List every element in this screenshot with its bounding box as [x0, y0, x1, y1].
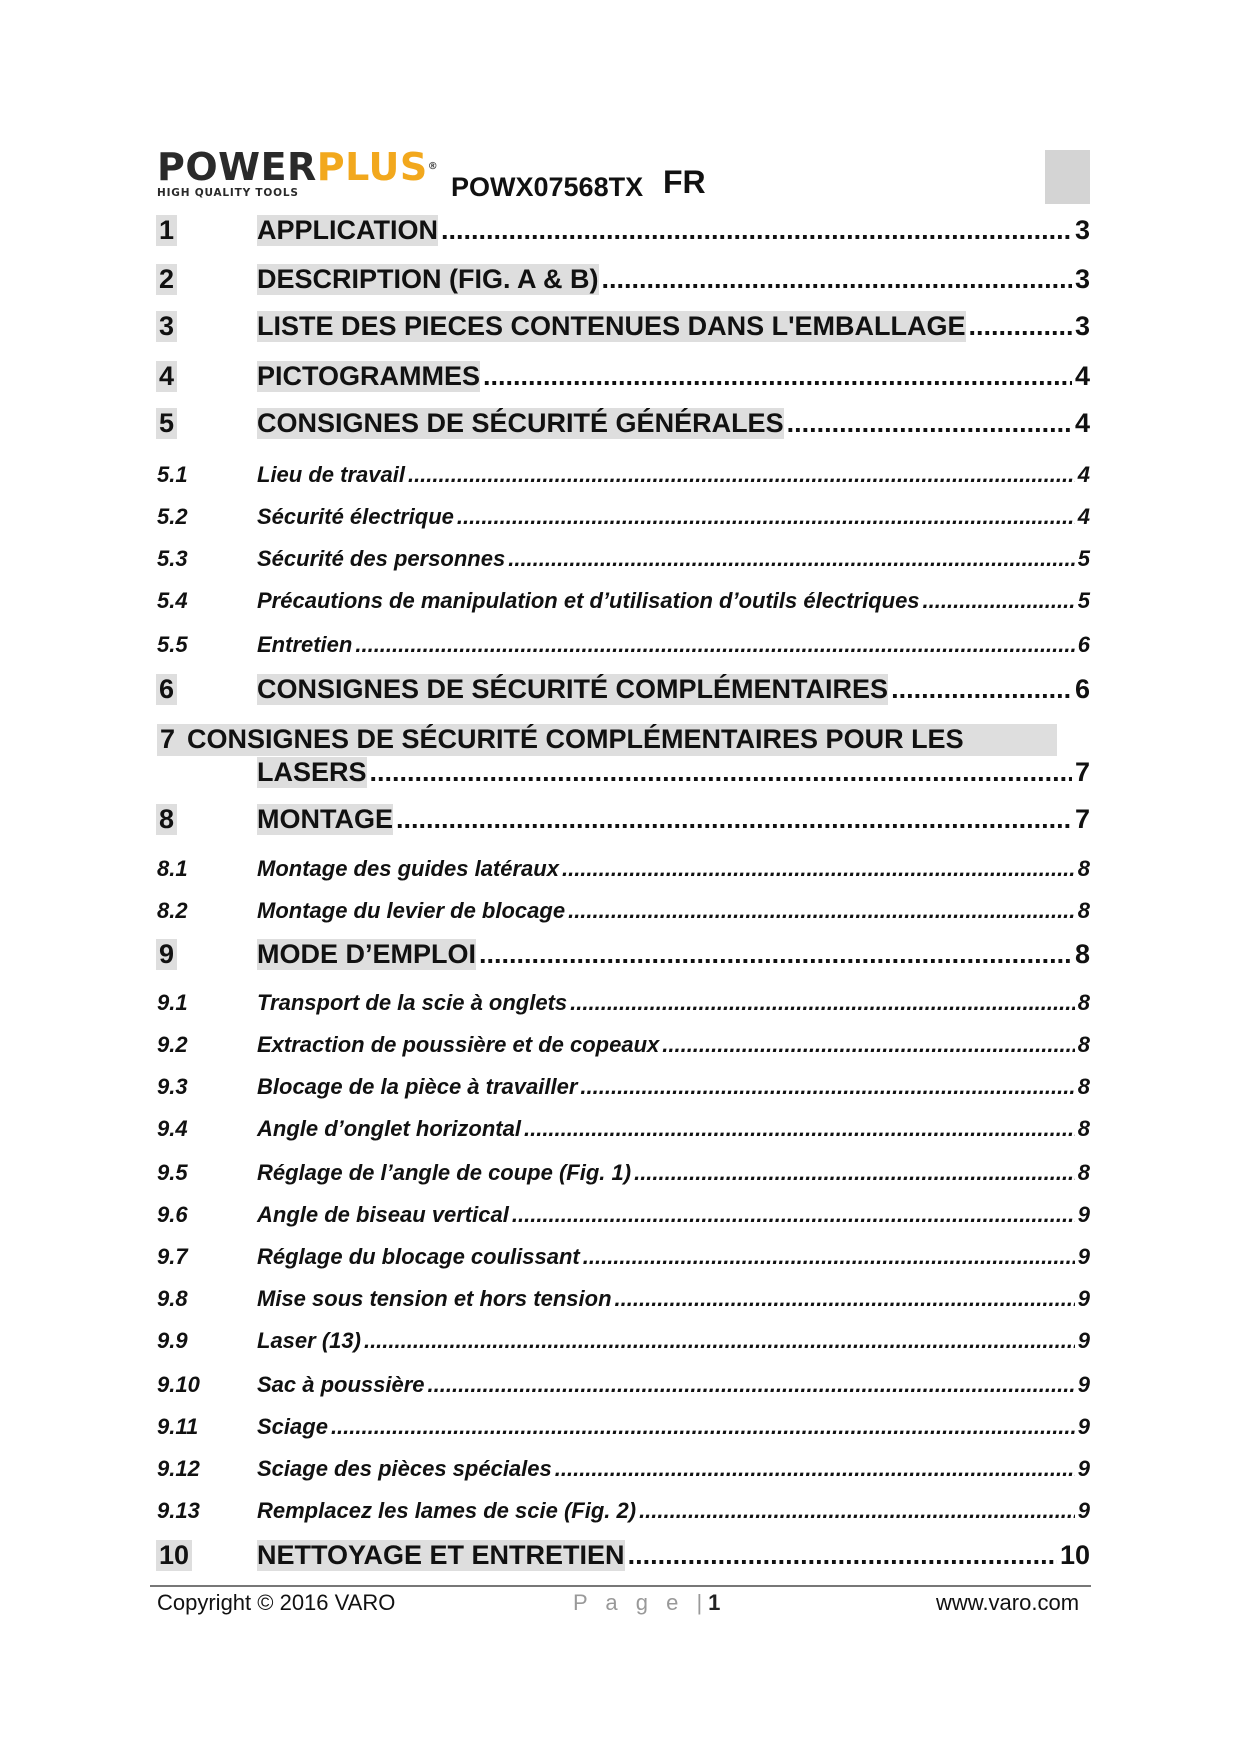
logo-power-text: POWER — [157, 145, 317, 189]
toc-leader-dots — [570, 990, 1075, 1016]
page-label: P a g e — [573, 1590, 685, 1615]
toc-entry-9-12[interactable] — [157, 1456, 1090, 1482]
toc-entry-9-9[interactable] — [157, 1328, 1090, 1354]
toc-page-number: 4 — [1077, 504, 1090, 529]
toc-number: 9.6 — [157, 1202, 188, 1227]
toc-page-number: 8 — [1077, 856, 1090, 881]
toc-leader-dots — [583, 1244, 1075, 1270]
toc-page-number: 3 — [1074, 264, 1090, 294]
toc-title: Réglage du blocage coulissant — [257, 1244, 580, 1269]
toc-number: 9.2 — [157, 1032, 188, 1057]
model-number: POWX07568TX — [451, 172, 644, 202]
page-tab-marker — [1045, 150, 1090, 204]
footer-divider — [150, 1585, 1091, 1587]
toc-entry-9-1[interactable] — [157, 990, 1090, 1016]
toc-title: Remplacez les lames de scie (Fig. 2) — [257, 1498, 637, 1523]
toc-entry-5-5[interactable] — [157, 632, 1090, 658]
toc-page-number: 6 — [1074, 674, 1090, 704]
toc-leader-dots — [634, 1160, 1075, 1186]
toc-entry-5-2[interactable] — [157, 504, 1090, 530]
toc-title: Sciage des pièces spéciales — [257, 1456, 552, 1481]
toc-title: Angle de biseau vertical — [257, 1202, 509, 1227]
toc-leader-dots — [969, 311, 1072, 342]
toc-page-number: 8 — [1077, 1074, 1090, 1099]
toc-entry-8-2[interactable] — [157, 898, 1090, 924]
toc-title: Sécurité des personnes — [257, 546, 506, 571]
toc-leader-dots — [512, 1202, 1075, 1228]
toc-title-continued: LASERS — [257, 757, 367, 787]
toc-page-number: 9 — [1077, 1498, 1090, 1523]
toc-page-number: 3 — [1074, 311, 1090, 341]
toc-number: 8 — [156, 804, 177, 835]
toc-entry-7-line2[interactable] — [157, 757, 1090, 788]
toc-page-number: 8 — [1074, 939, 1090, 969]
toc-number: 1 — [156, 215, 177, 246]
toc-title: Montage des guides latéraux — [257, 856, 559, 881]
language-code: FR — [663, 164, 706, 200]
toc-leader-dots — [355, 632, 1074, 658]
toc-number: 9.9 — [157, 1328, 188, 1353]
toc-entry-6[interactable] — [157, 674, 1090, 705]
toc-page-number: 3 — [1074, 215, 1090, 245]
toc-number: 9.12 — [157, 1456, 200, 1481]
toc-number: 9.8 — [157, 1286, 188, 1311]
toc-page-number: 7 — [1074, 757, 1090, 787]
toc-page-number: 4 — [1074, 408, 1090, 438]
toc-page-number: 9 — [1077, 1202, 1090, 1227]
logo-tagline: HIGH QUALITY TOOLS — [157, 187, 299, 199]
toc-title: MODE D’EMPLOI — [257, 939, 477, 969]
toc-title: DESCRIPTION (FIG. A & B) — [257, 264, 599, 294]
toc-title: CONSIGNES DE SÉCURITÉ COMPLÉMENTAIRES — [257, 674, 889, 704]
toc-number: 9.1 — [157, 990, 188, 1015]
toc-number: 7 — [160, 724, 176, 754]
toc-number: 9.10 — [157, 1372, 200, 1397]
toc-title: APPLICATION — [257, 215, 438, 245]
toc-number: 9.11 — [157, 1414, 199, 1439]
toc-title: CONSIGNES DE SÉCURITÉ COMPLÉMENTAIRES POUR LES — [187, 724, 964, 754]
toc-entry-5-3[interactable] — [157, 546, 1090, 572]
page-separator: | — [696, 1590, 709, 1615]
toc-number: 4 — [156, 361, 177, 392]
toc-leader-dots — [923, 588, 1075, 614]
logo-plus-text: PLUS — [316, 145, 428, 189]
toc-entry-9-13[interactable] — [157, 1498, 1090, 1524]
toc-leader-dots — [483, 361, 1072, 392]
toc-entry-9-4[interactable] — [157, 1116, 1090, 1142]
toc-title: Réglage de l’angle de coupe (Fig. 1) — [257, 1160, 632, 1185]
toc-title: Entretien — [257, 632, 353, 657]
toc-leader-dots — [555, 1456, 1075, 1482]
toc-leader-dots — [370, 757, 1072, 788]
toc-page-number: 9 — [1077, 1414, 1090, 1439]
toc-entry-3[interactable] — [157, 311, 1090, 342]
toc-page-number: 9 — [1077, 1286, 1090, 1311]
toc-title: PICTOGRAMMES — [257, 361, 481, 391]
toc-entry-4[interactable] — [157, 361, 1090, 392]
toc-number: 2 — [156, 264, 177, 295]
toc-page-number: 7 — [1074, 804, 1090, 834]
toc-entry-9-2[interactable] — [157, 1032, 1090, 1058]
toc-entry-9-5[interactable] — [157, 1160, 1090, 1186]
toc-leader-dots — [479, 939, 1072, 970]
toc-entry-5[interactable] — [157, 408, 1090, 439]
toc-entry-5-1[interactable] — [157, 462, 1090, 488]
toc-page-number: 5 — [1077, 588, 1090, 613]
logo-wordmark: POWERPLUS® — [157, 145, 439, 189]
toc-leader-dots — [562, 856, 1075, 882]
toc-title: Extraction de poussière et de copeaux — [257, 1032, 660, 1057]
toc-title: Mise sous tension et hors tension — [257, 1286, 612, 1311]
toc-title: CONSIGNES DE SÉCURITÉ GÉNÉRALES — [257, 408, 784, 438]
toc-number: 6 — [156, 674, 177, 705]
toc-title: Précautions de manipulation et d’utilisation d’outils électriques — [257, 588, 920, 613]
toc-page-number: 8 — [1077, 1116, 1090, 1141]
toc-title: Sac à poussière — [257, 1372, 425, 1397]
toc-leader-dots — [787, 408, 1072, 439]
toc-title: MONTAGE — [257, 804, 393, 834]
toc-entry-1[interactable] — [157, 215, 1090, 246]
toc-page-number: 4 — [1074, 361, 1090, 391]
toc-leader-dots — [364, 1328, 1075, 1354]
powerplus-logo — [157, 145, 439, 199]
toc-number: 5.3 — [157, 546, 188, 571]
toc-entry-8-1[interactable] — [157, 856, 1090, 882]
toc-page-number: 8 — [1077, 990, 1090, 1015]
toc-leader-dots — [441, 215, 1072, 246]
toc-entry-9-8[interactable] — [157, 1286, 1090, 1312]
toc-page-number: 6 — [1077, 632, 1090, 657]
toc-title: Blocage de la pièce à travailler — [257, 1074, 578, 1099]
toc-leader-dots — [615, 1286, 1075, 1312]
toc-page-number: 9 — [1077, 1372, 1090, 1397]
toc-title: Laser (13) — [257, 1328, 361, 1353]
toc-entry-2[interactable] — [157, 264, 1090, 295]
toc-number: 9.3 — [157, 1074, 188, 1099]
toc-leader-dots — [408, 462, 1075, 488]
toc-leader-dots — [396, 804, 1072, 835]
toc-entry-10[interactable] — [157, 1540, 1090, 1571]
toc-leader-dots — [602, 264, 1072, 295]
toc-title: Sciage — [257, 1414, 328, 1439]
toc-entry-7-line1[interactable] — [157, 724, 1057, 756]
toc-entry-9-3[interactable] — [157, 1074, 1090, 1100]
toc-title: Lieu de travail — [257, 462, 405, 487]
toc-entry-9-10[interactable] — [157, 1372, 1090, 1398]
toc-title: LISTE DES PIECES CONTENUES DANS L'EMBALLAGE — [257, 311, 966, 341]
toc-title: Transport de la scie à onglets — [257, 990, 568, 1015]
toc-number: 8.2 — [157, 898, 188, 923]
toc-page-number: 5 — [1077, 546, 1090, 571]
toc-leader-dots — [508, 546, 1075, 572]
toc-leader-dots — [639, 1498, 1075, 1524]
toc-leader-dots — [457, 504, 1075, 530]
toc-page-number: 9 — [1077, 1244, 1090, 1269]
toc-number: 3 — [156, 311, 177, 342]
toc-number: 5 — [156, 408, 177, 439]
toc-leader-dots — [580, 1074, 1074, 1100]
toc-page-number: 9 — [1077, 1328, 1090, 1353]
toc-number: 10 — [156, 1540, 192, 1571]
toc-number: 5.2 — [157, 504, 188, 529]
toc-leader-dots — [628, 1540, 1057, 1571]
toc-leader-dots — [891, 674, 1072, 705]
toc-entry-9-7[interactable] — [157, 1244, 1090, 1270]
toc-number: 9.4 — [157, 1116, 188, 1141]
toc-number: 9.5 — [157, 1160, 188, 1185]
toc-title: NETTOYAGE ET ENTRETIEN — [257, 1540, 625, 1570]
toc-entry-9[interactable] — [157, 939, 1090, 970]
toc-leader-dots — [662, 1032, 1075, 1058]
toc-page-number: 8 — [1077, 1032, 1090, 1057]
toc-number: 8.1 — [157, 856, 188, 881]
toc-number: 9 — [156, 939, 177, 970]
toc-page-number: 8 — [1077, 898, 1090, 923]
toc-title: Sécurité électrique — [257, 504, 454, 529]
toc-page-number: 10 — [1059, 1540, 1090, 1570]
toc-leader-dots — [331, 1414, 1075, 1440]
toc-number: 5.5 — [157, 632, 188, 657]
toc-number: 5.1 — [157, 462, 188, 487]
toc-title: Montage du levier de blocage — [257, 898, 566, 923]
footer-copyright: Copyright © 2016 VARO — [157, 1590, 396, 1615]
toc-entry-8[interactable] — [157, 804, 1090, 835]
footer-website-link[interactable]: www.varo.com — [936, 1590, 1080, 1615]
toc-entry-9-11[interactable] — [157, 1414, 1090, 1440]
footer-page-indicator — [573, 1590, 720, 1616]
toc-number: 9.13 — [157, 1498, 200, 1523]
toc-leader-dots — [568, 898, 1075, 924]
toc-page-number: 4 — [1077, 462, 1090, 487]
toc-leader-dots — [428, 1372, 1075, 1398]
toc-entry-5-4[interactable] — [157, 588, 1090, 614]
page-number: 1 — [708, 1590, 721, 1615]
toc-number: 9.7 — [157, 1244, 188, 1269]
toc-number: 5.4 — [157, 588, 188, 613]
toc-entry-9-6[interactable] — [157, 1202, 1090, 1228]
toc-leader-dots — [524, 1116, 1075, 1142]
toc-page-number: 8 — [1077, 1160, 1090, 1185]
toc-title: Angle d’onglet horizontal — [257, 1116, 521, 1141]
toc-page-number: 9 — [1077, 1456, 1090, 1481]
